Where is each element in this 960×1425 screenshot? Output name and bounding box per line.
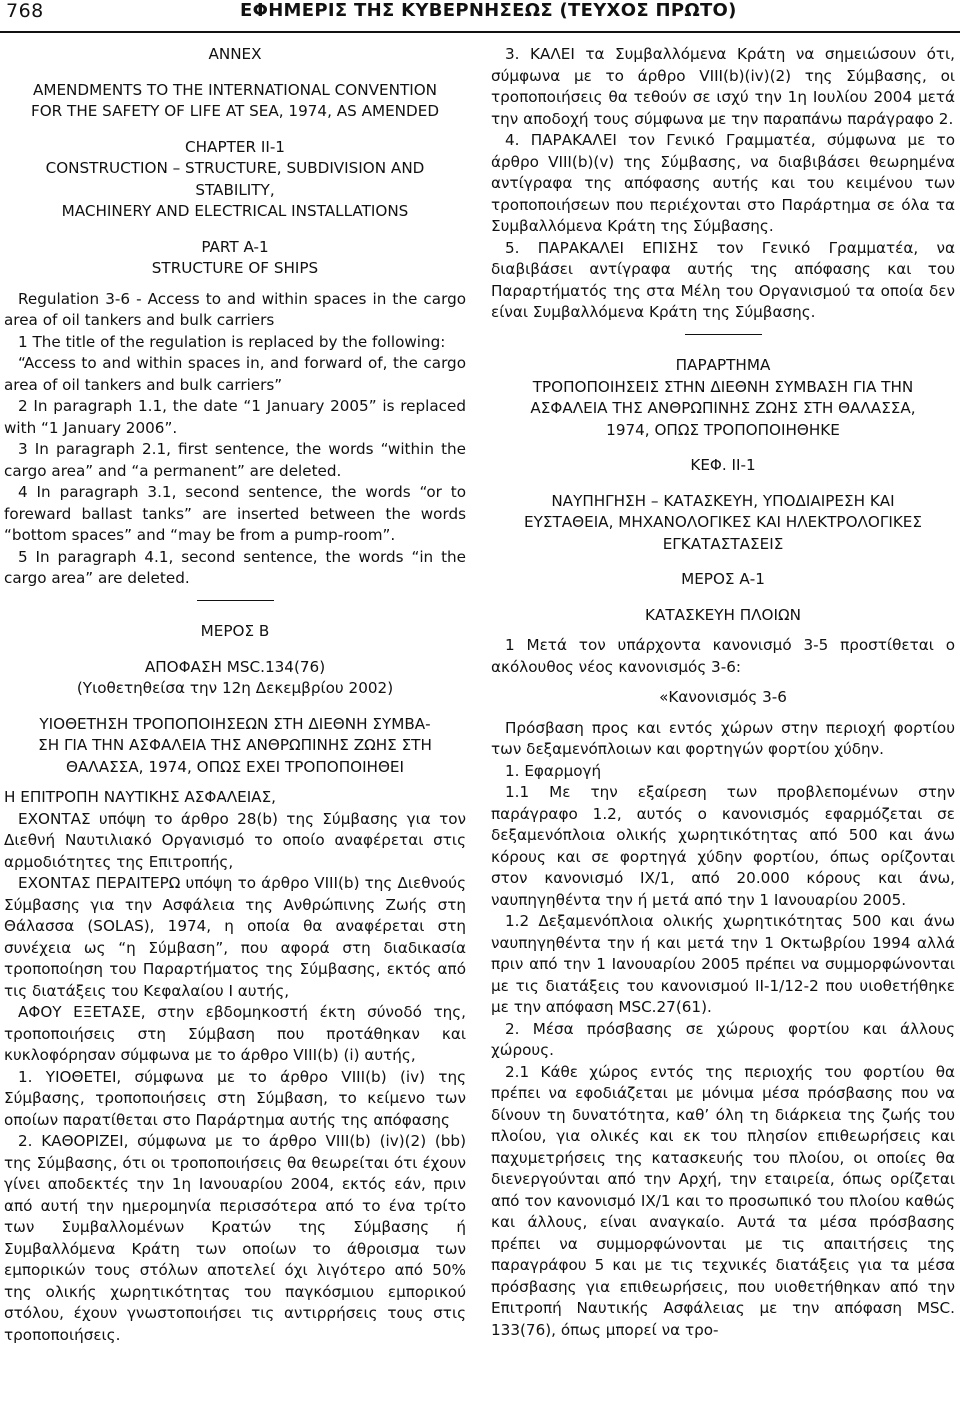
amendments-title-line: FOR THE SAFETY OF LIFE AT SEA, 1974, AS AMENDED (30, 102, 440, 120)
paragraph: 1 The title of the regulation is replaced by the following: (18, 332, 446, 351)
regulation-heading: «Κανονισμός 3-6 (659, 688, 787, 706)
chapter-title-line: STABILITY, (195, 180, 275, 199)
paragraph: ΕΧΟΝΤΑΣ υπόψη το άρθρο 28(b) της Σύμβασης για τον Διεθνή Ναυτιλιακό Οργανισμό το οποίο αναφέρεται στις αρμοδιότητες της Επιτροπής, (4, 809, 466, 871)
header-rule (0, 31, 960, 33)
paragraph: 3. ΚΑΛΕΙ τα Συμβαλλόμενα Κράτη να σημειώσουν ότι, σύμφωνα με το άρθρο VIII(b)(iv)(2) της Σύμβασης, οι τροποποιήσεις θα τεθούν σε ισχύ την 1η Ιουλίου 2004 μετά την αποδοχή τους σύμφωνα με την παραπάνω παράγραφο 2. (491, 45, 955, 128)
part-heading: ΜΕΡΟΣ Α-1 (681, 570, 765, 588)
paragraph: 4 In paragraph 3.1, second sentence, the words “or to foreward ballast tanks” are inserted between the words “bottom spaces” and “may be from a pump-room”. (4, 483, 466, 544)
adoption-title-line: ΣΗ ΓΙΑ ΤΗΝ ΑΣΦΑΛΕΙΑ ΤΗΣ ΑΝΘΡΩΠΙΝΗΣ ΖΩΗΣ ΣΤΗ (38, 736, 432, 754)
paragraph: 1. ΥΙΟΘΕΤΕΙ, σύμφωνα με το άρθρο VIII(b) (iv) της Σύμβασης, τροποποιήσεις στη Σύμβαση, το κείμενο των οποίων παρατίθεται στο Παράρτημα αυτής της απόφασης (4, 1067, 466, 1129)
part-title: STRUCTURE OF SHIPS (151, 259, 319, 277)
paragraph: 3 In paragraph 2.1, first sentence, the words “within the cargo area” and “a permanent” are deleted. (4, 440, 466, 480)
chapter-title-line: CONSTRUCTION – STRUCTURE, SUBDIVISION AND (45, 159, 425, 177)
paragraph: ΑΦΟΥ ΕΞΕΤΑΣΕ, στην εβδομηκοστή έκτη σύνοδό της, τροποποιήσεις στη Σύμβαση που προτάθηκαν και κυκλοφόρησαν σύμφωνα με το άρθρο VIII(b) (i) αυτής, (4, 1003, 466, 1064)
part-b-heading: ΜΕΡΟΣ Β (200, 622, 270, 640)
paragraph: 5 In paragraph 4.1, second sentence, the words “in the cargo area” are deleted. (4, 547, 466, 587)
paragraph: 2.1 Κάθε χώρος εντός της περιοχής του φορτίου θα πρέπει να εφοδιάζεται με μόνιμα μέσα πρόσβασης που να δίνουν τη δυνατότητα, καθ’ όλη τη διάρκεια της ζωής του πλοίου, για ολικές και εκ του πλησίον επιθεωρήσεις και παχυμετρήσεις της κατασκευής του πλοίου, οι οποίες θα διενεργούνται από την Αρχή, την εταιρεία, όπως ορίζεται από τον κανονισμό IX/1 και το προσωπικό του πλοίου καθώς και άλλους, είναι αναγκαίο. Αυτά τα μέσα πρόσβασης πρέπει να συμμορφώνονται με τις απαιτήσεις της παραγράφου 5 και με τις τεχνικές διατάξεις για τα μέσα πρόσβασης για επιθεωρήσεις, που υιοθετήθηκαν από την Επιτροπή Ναυτικής Ασφάλειας με την απόφαση MSC. 133(76), όπως μπορεί να τρο- (491, 1062, 955, 1339)
annex-heading: ΠΑΡΑΡΤΗΜΑ (675, 356, 771, 374)
structure-heading: ΚΑΤΑΣΚΕΥΗ ΠΛΟΙΩΝ (645, 605, 801, 624)
paragraph: 1.2 Δεξαμενόπλοια ολικής χωρητικότητας 500 και άνω ναυπηγηθέντα την ή και μετά την 1 Οκτωβρίου 1994 αλλά πριν από την 1 Ιανουαρίου 2005 πρέπει να συμμορφώνονται με τις διατάξεις του κανονισμού II-1/12-2 που υιοθετήθηκε με την απόφαση MSC.27(61). (491, 912, 955, 1016)
section-separator (197, 600, 274, 602)
amendments-title-line: 1974, ΟΠΩΣ ΤΡΟΠΟΠΟΙΗΘΗΚΕ (606, 420, 840, 439)
chapter-title-line: ΝΑΥΠΗΓΗΣΗ – ΚΑΤΑΣΚΕΥΗ, ΥΠΟΔΙΑΙΡΕΣΗ ΚΑΙ (551, 491, 895, 510)
paragraph: 2. ΚΑΘΟΡΙΖΕΙ, σύμφωνα με το άρθρο VIII(b) (iv)(2) (bb) της Σύμβασης, ότι οι τροποποιήσεις θα θεωρείται ότι έχουν γίνει αποδεκτές την 1η Ιανουαρίου 2004, εκτός εάν, πριν από αυτή την ημερομηνία περισσότερα από το ένα τρίτο των Συμβαλλομένων Κρατών της Σύμβασης ή Συμβαλλόμενα Κράτη των οποίων το άθροισμα των εμπορικών τους στόλων αποτελεί όχι λιγότερο από 50% της ολικής χωρητικότητας του παγκόσμιου εμπορικού στόλου, έχουν γνωστοποιήσει τις αντιρρήσεις τους στις τροποποιήσεις. (4, 1132, 466, 1344)
part-heading: PART A-1 (201, 237, 269, 256)
amendments-title-line: ΤΡΟΠΟΠΟΙΗΣΕΙΣ ΣΤΗΝ ΔΙΕΘΝΗ ΣΥΜΒΑΣΗ ΓΙΑ ΤΗΝ (532, 377, 914, 396)
chapter-heading: CHAPTER II-1 (185, 137, 285, 156)
adoption-title-line: ΥΙΟΘΕΤΗΣΗ ΤΡΟΠΟΠΟΙΗΣΕΩΝ ΣΤΗ ΔΙΕΘΝΗ ΣΥΜΒΑ- (39, 714, 431, 733)
paragraph: 1.1 Με την εξαίρεση των προβλεπομένων στην παράγραφο 1.2, αυτός ο κανονισμός εφαρμόζεται σε δεξαμενόπλοια ολικής χωρητικότητας από 500 και άνω κόρους και σε φορτηγά χύδην φορτίου, όπως ορίζονται στον κανονισμό IX/1, από 20.000 κόρους και άνω, ναυπηγηθέντα την ή μετά από την 1 Ιανουαρίου 2005. (491, 783, 955, 909)
paragraph: 2. Μέσα πρόσβασης σε χώρους φορτίου και άλλους χώρους. (491, 1019, 955, 1059)
amendments-title-line: ΑΣΦΑΛΕΙΑ ΤΗΣ ΑΝΘΡΩΠΙΝΗΣ ΖΩΗΣ ΣΤΗ ΘΑΛΑΣΣΑ, (530, 399, 916, 417)
paragraph: 5. ΠΑΡΑΚΑΛΕΙ ΕΠΙΣΗΣ τον Γενικό Γραμματέα, να διαβιβάσει αντίγραφα αυτής της απόφασης και του Παραρτήματός της στα Μέλη του Οργανισμού τα οποία δεν είναι Συμβαλλόμενα Κράτη της Σύμβασης. (491, 238, 955, 321)
chapter-title-line: MACHINERY AND ELECTRICAL INSTALLATIONS (61, 202, 409, 220)
adoption-title-line: ΘΑΛΑΣΣΑ, 1974, ΟΠΩΣ ΕΧΕΙ ΤΡΟΠΟΠΟΙΗΘΕΙ (65, 757, 405, 776)
annex-heading: ANNEX (208, 45, 262, 63)
chapter-heading: ΚΕΦ. ΙΙ-1 (690, 456, 756, 474)
committee-heading: Η ΕΠΙΤΡΟΠΗ ΝΑΥΤΙΚΗΣ ΑΣΦΑΛΕΙΑΣ, (4, 788, 276, 806)
paragraph: 1 Μετά τον υπάρχοντα κανονισμό 3-5 προστίθεται ο ακόλουθος νέος κανονισμός 3-6: (491, 636, 955, 676)
chapter-title-line: ΕΥΣΤΑΘΕΙΑ, ΜΗΧΑΝΟΛΟΓΙΚΕΣ ΚΑΙ ΗΛΕΚΤΡΟΛΟΓΙΚΕΣ (524, 513, 922, 531)
paragraph: 1. Εφαρμογή (505, 761, 602, 780)
paragraph: ΕΧΟΝΤΑΣ ΠΕΡΑΙΤΕΡΩ υπόψη το άρθρο VIII(b) της Διεθνούς Σύμβασης για την Ασφάλεια της Ανθρώπινης Ζωής στη Θάλασσα (SOLAS), 1974, η οποία θα αναφέρεται στη συνέχεια ως “η Σύμβαση”, που αφορά στη διαδικασία τροποποίηση του Παραρτήματος της Σύμβασης, εκτός από τις διατάξεις του Κεφαλαίου Ι αυτής, (4, 874, 466, 1000)
right-column (491, 44, 955, 1341)
adoption-date: (Υιοθετηθείσα την 12η Δεκεμβρίου 2002) (76, 679, 394, 697)
regulation-title: Regulation 3-6 - Access to and within spaces in the cargo area of oil tankers and bulk carriers (4, 289, 466, 329)
amendments-title-line: AMENDMENTS TO THE INTERNATIONAL CONVENTION (32, 80, 438, 99)
paragraph: “Access to and within spaces in, and forward of, the cargo area of oil tankers and bulk carriers” (4, 354, 466, 394)
page-number: 768 (6, 0, 44, 22)
decision-heading: ΑΠΟΦΑΣΗ MSC.134(76) (144, 657, 326, 676)
left-column (4, 44, 466, 1346)
page-header (0, 0, 960, 30)
regulation-subtitle: Πρόσβαση προς και εντός χώρων στην περιοχή φορτίου των δεξαμενόπλοιων και φορτηγών φορτίου χύδην. (491, 718, 955, 758)
chapter-title-line: ΕΓΚΑΤΑΣΤΑΣΕΙΣ (662, 534, 784, 553)
section-separator (685, 334, 762, 336)
gazette-title: ΕΦΗΜΕΡΙΣ ΤΗΣ ΚΥΒΕΡΝΗΣΕΩΣ (ΤΕΥΧΟΣ ΠΡΩΤΟ) (240, 0, 737, 21)
paragraph: 2 In paragraph 1.1, the date “1 January 2005” is replaced with “1 January 2006”. (4, 397, 466, 437)
paragraph: 4. ΠΑΡΑΚΑΛΕΙ τον Γενικό Γραμματέα, σύμφωνα με το άρθρο VIII(b)(v) της Σύμβασης, να διαβιβάσει θεωρημένα αντίγραφα της απόφασης αυτής και του κειμένου των τροποποιήσεων που περιέχονται στο Παράρτημα σε όλα τα Συμβαλλόμενα Κράτη της Σύμβασης. (491, 131, 955, 235)
